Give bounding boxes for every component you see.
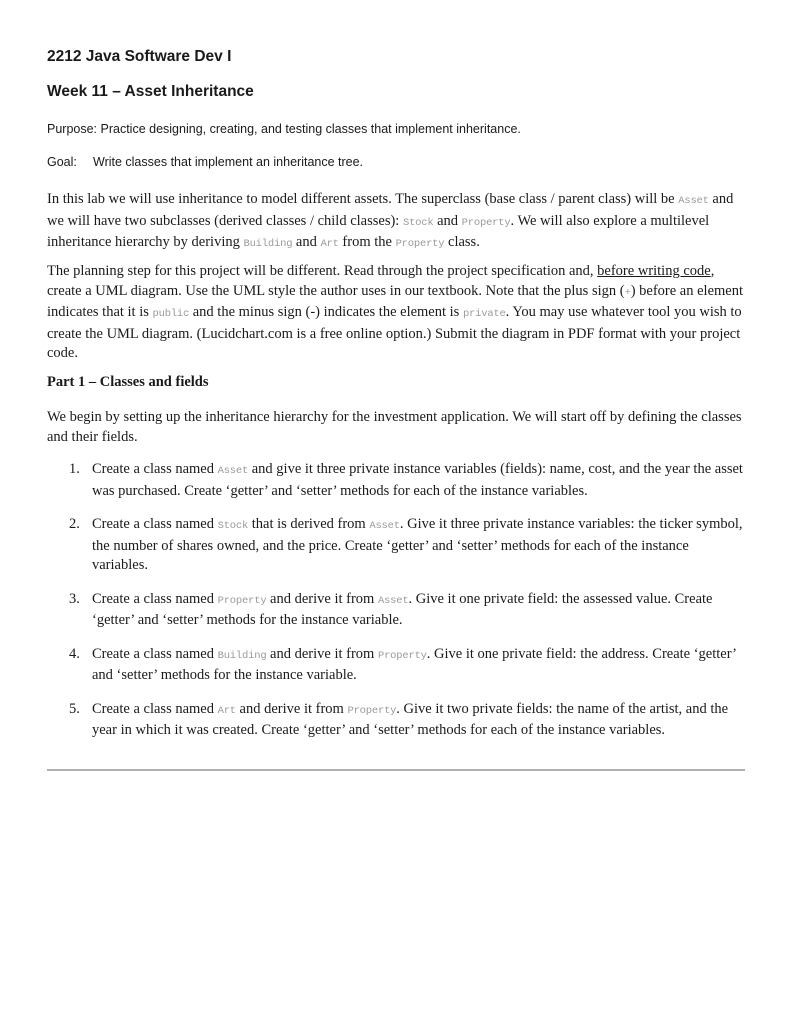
text-run: from the — [338, 234, 396, 250]
text-run: The planning step for this project will be different. Read through the project specification and, — [47, 263, 598, 279]
code-plus: + — [624, 286, 631, 299]
text-run: In this lab we will use inheritance to model different assets. The superclass (base class / parent class) will be — [47, 191, 679, 207]
list-item — [47, 700, 747, 741]
text-run: . Give it two private fields: the name of the artist, and the year in which it was created. Create ‘getter’ and ‘setter’ methods for each of the instance variables. — [92, 700, 729, 738]
text-run: Create a class named — [92, 700, 218, 717]
code-property: Property — [377, 649, 427, 662]
goal-text: Write classes that implement an inheritance tree. — [93, 155, 364, 169]
text-run: class. — [444, 234, 480, 250]
text-run: Create a class named — [92, 461, 218, 477]
text-run: and derive it from — [266, 645, 378, 662]
text-run: and give it three private instance variables (fields): name, cost, and the year the asset was purchased. Create ‘getter’ and ‘setter’ methods for each of the instance variables. — [92, 461, 743, 499]
text-run: and we will have two subclasses (derived classes / child classes): — [47, 191, 734, 229]
code-private: private — [462, 308, 506, 320]
text-run: . You may use whatever tool you wish to create the UML diagram. (Lucidchart.com is a free online option.) Submit the diagram in PDF format with your project code. — [47, 304, 742, 361]
text-run: . We will also explore a multilevel inheritance hierarchy by deriving — [47, 212, 710, 250]
list-number: 5. — [69, 700, 80, 717]
week-title: Week 11 – Asset Inheritance — [47, 83, 254, 100]
code-property: Property — [461, 216, 511, 229]
text-run: that is derived from — [248, 516, 370, 532]
text-run: and — [433, 212, 462, 229]
task-list — [47, 460, 747, 741]
list-item — [47, 515, 747, 576]
text-run: and — [292, 234, 321, 250]
text-run: Create a class named — [92, 590, 218, 607]
code-building: Building — [243, 238, 293, 250]
text-run: and derive it from — [266, 590, 378, 607]
list-number: 1. — [69, 461, 80, 477]
code-stock: Stock — [217, 520, 249, 532]
text-run: ) before an element indicates that it is — [47, 282, 744, 320]
code-art: Art — [217, 704, 236, 717]
part1-intro: We begin by setting up the inheritance hierarchy for the investment application. We will start off by defining the classes and their fields. — [47, 409, 742, 445]
text-run: and the minus sign (-) indicates the element is — [189, 304, 463, 320]
text-run: . Give it three private instance variables: the ticker symbol, the number of shares owned, and the price. Create ‘getter’ and ‘setter’ methods for each of the instance variables. — [92, 516, 743, 573]
code-property: Property — [347, 704, 397, 717]
purpose-line: Purpose: Practice designing, creating, and testing classes that implement inheritance. — [47, 122, 521, 136]
code-property: Property — [395, 238, 445, 250]
code-building: Building — [217, 649, 267, 662]
planning-paragraph — [47, 262, 747, 364]
list-item — [47, 645, 747, 686]
horizontal-divider — [47, 769, 745, 771]
list-item — [47, 460, 747, 501]
code-asset: Asset — [678, 195, 709, 207]
goal-line — [47, 155, 363, 169]
text-run: and derive it from — [235, 700, 348, 717]
code-asset: Asset — [369, 520, 400, 532]
list-number: 2. — [69, 516, 80, 532]
text-run: . Give it one private field: the assessed value. Create ‘getter’ and ‘setter’ methods for the instance variable. — [92, 590, 713, 628]
code-asset: Asset — [377, 594, 409, 607]
code-property: Property — [217, 594, 267, 607]
list-item — [47, 590, 747, 631]
intro-paragraph — [47, 190, 747, 255]
code-stock: Stock — [402, 216, 434, 229]
code-asset: Asset — [217, 465, 249, 477]
code-art: Art — [320, 238, 339, 250]
goal-label: Goal: — [47, 155, 77, 169]
underlined-text: before writing code — [597, 263, 711, 279]
list-number: 3. — [69, 590, 80, 607]
text-run: Create a class named — [92, 516, 218, 532]
course-title: 2212 Java Software Dev I — [47, 48, 232, 65]
list-number: 4. — [69, 645, 80, 662]
text-run: , create a UML diagram. Use the UML style the author uses in our textbook. Note that the plus sign ( — [47, 263, 715, 299]
text-run: . Give it one private field: the address. Create ‘getter’ and ‘setter’ methods for the instance variable. — [92, 645, 736, 683]
text-run: Create a class named — [92, 645, 218, 662]
code-public: public — [152, 308, 190, 320]
part1-heading: Part 1 – Classes and fields — [47, 374, 209, 390]
